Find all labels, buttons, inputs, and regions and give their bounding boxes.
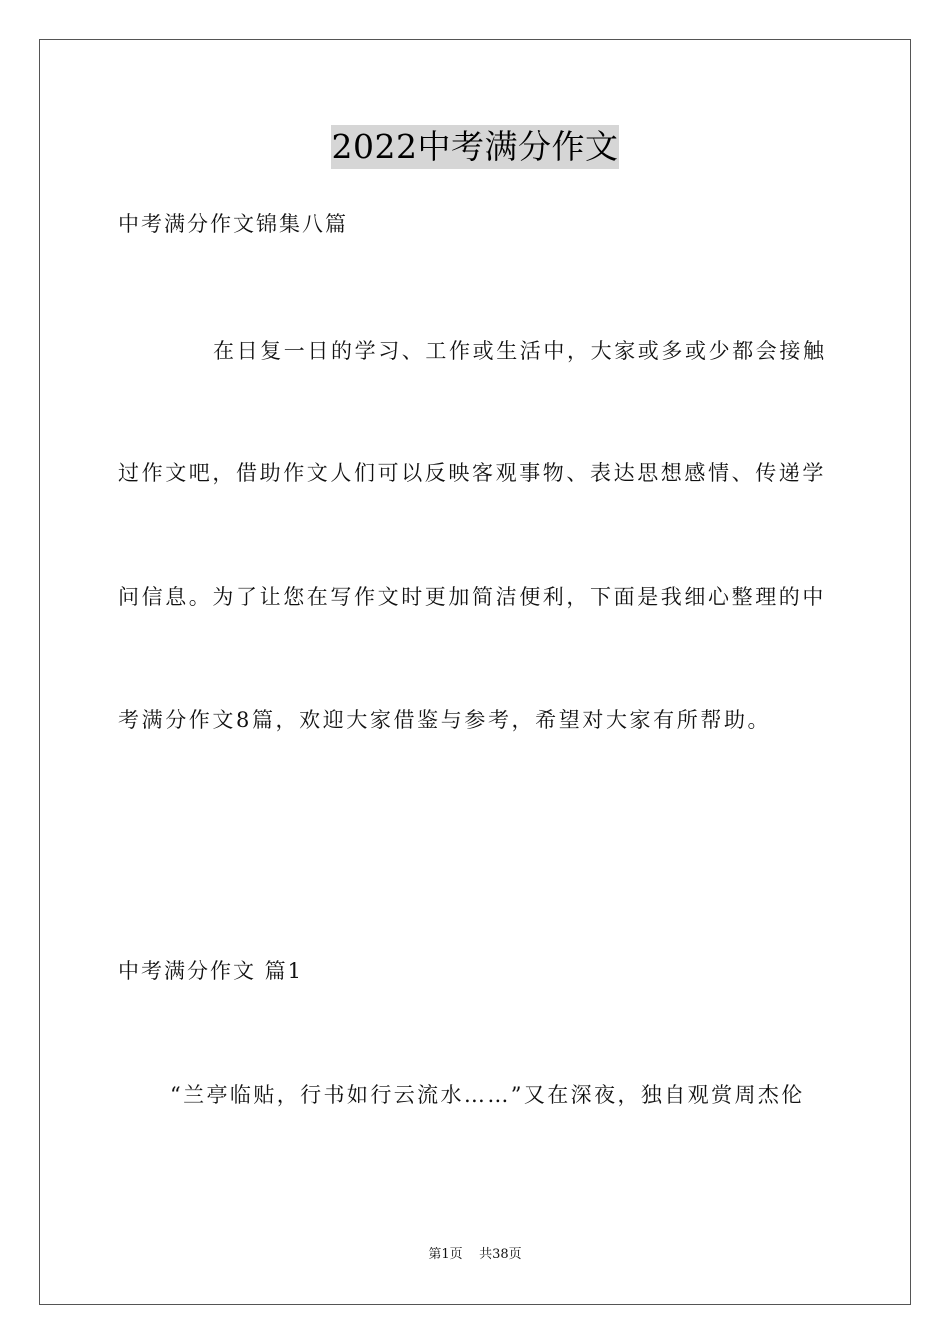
intro-line-4: 考满分作文8篇，欢迎大家借鉴与参考，希望对大家有所帮助。 (118, 708, 772, 732)
document-title: 2022中考满分作文 (331, 125, 620, 169)
intro-line-2: 过作文吧，借助作文人们可以反映客观事物、表达思想感情、传递学 (118, 461, 826, 485)
page-footer (0, 1246, 950, 1264)
page-total: 共38页 (479, 1247, 522, 1262)
title-container (0, 125, 950, 169)
page-number: 第1页 (428, 1247, 463, 1262)
section-heading: 中考满分作文 篇1 (118, 959, 304, 983)
intro-line-3: 问信息。为了让您在写作文时更加简洁便利，下面是我细心整理的中 (118, 585, 826, 609)
intro-line-1: 在日复一日的学习、工作或生活中，大家或多或少都会接触 (213, 339, 827, 363)
document-subtitle: 中考满分作文锦集八篇 (118, 212, 348, 236)
section-first-line: “兰亭临贴，行书如行云流水……”又在深夜，独自观赏周杰伦 (170, 1083, 805, 1107)
